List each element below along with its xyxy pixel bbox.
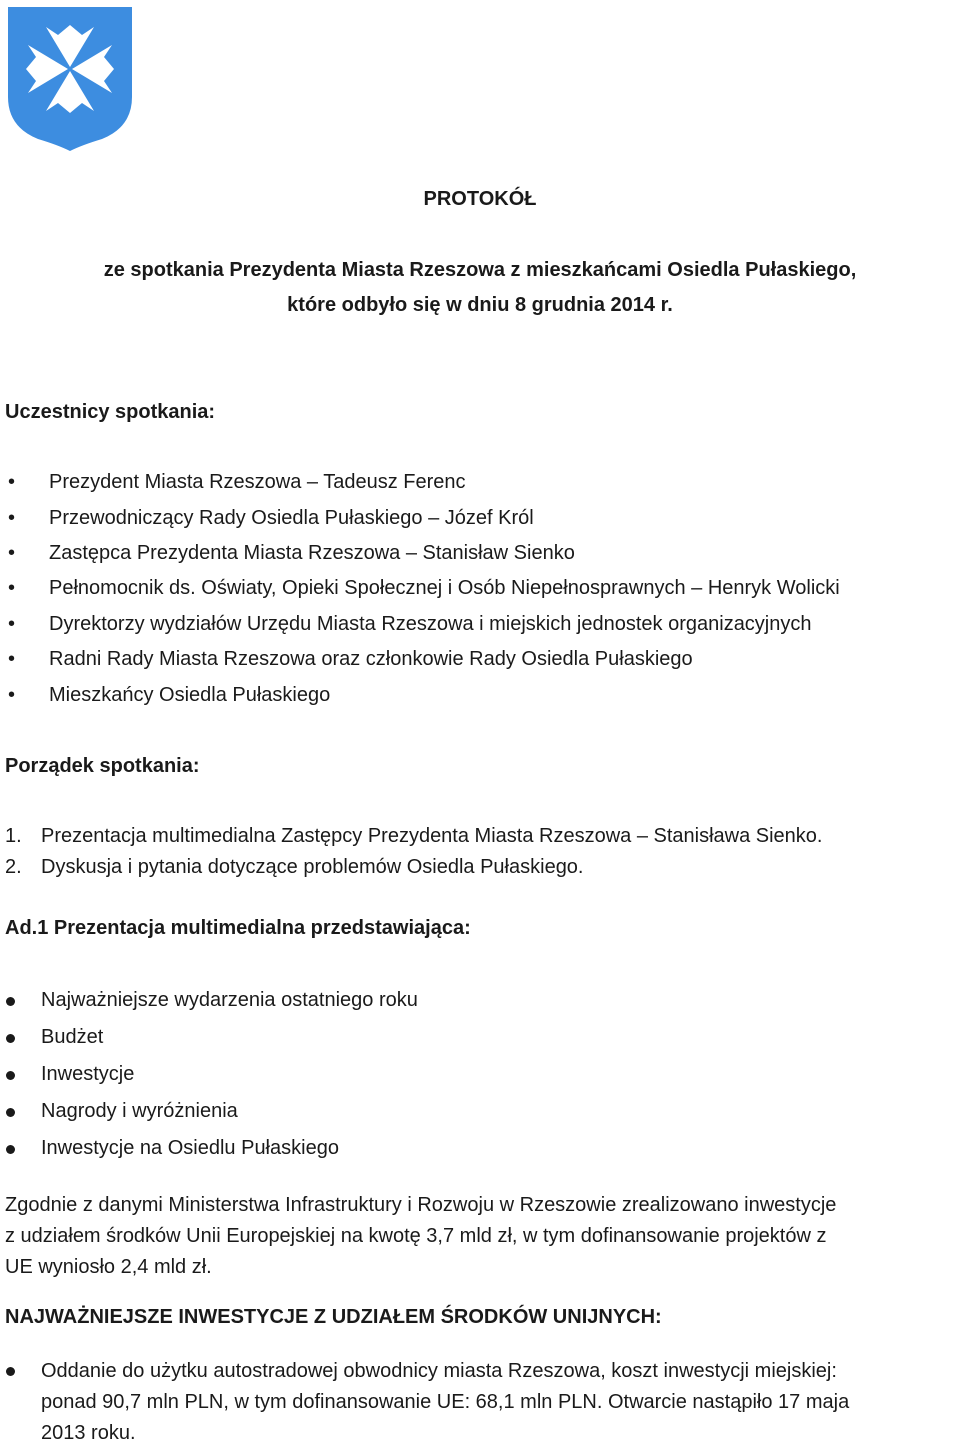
bullet-icon bbox=[6, 1145, 15, 1154]
bullet-icon: • bbox=[8, 577, 16, 599]
bullet-icon bbox=[6, 997, 15, 1006]
ad1-item: Inwestycje bbox=[41, 1063, 135, 1085]
bullet-icon bbox=[6, 1034, 15, 1043]
agenda-item: Prezentacja multimedialna Zastępcy Prezydenta Miasta Rzeszowa – Stanisława Sienko. bbox=[41, 825, 823, 847]
bullet-icon bbox=[6, 1108, 15, 1117]
ad1-item: Nagrody i wyróżnienia bbox=[41, 1100, 238, 1122]
paragraph-line: UE wyniosło 2,4 mld zł. bbox=[5, 1256, 212, 1278]
participant-item: Radni Rady Miasta Rzeszowa oraz członkowie Rady Osiedla Pułaskiego bbox=[49, 648, 693, 670]
agenda-item: Dyskusja i pytania dotyczące problemów Osiedla Pułaskiego. bbox=[41, 856, 584, 878]
ad1-item: Inwestycje na Osiedlu Pułaskiego bbox=[41, 1137, 339, 1159]
investment-paragraph bbox=[5, 1190, 958, 1283]
paragraph-line: z udziałem środków Unii Europejskiej na kwotę 3,7 mld zł, w tym dofinansowanie projektów z bbox=[5, 1225, 827, 1247]
participant-item: Mieszkańcy Osiedla Pułaskiego bbox=[49, 684, 331, 706]
bullet-icon: • bbox=[8, 507, 16, 529]
bullet-icon: • bbox=[8, 613, 16, 635]
ad1-heading: Ad.1 Prezentacja multimedialna przedstawiająca: bbox=[5, 917, 471, 939]
bullet-icon: • bbox=[8, 648, 16, 670]
participant-item: Zastępca Prezydenta Miasta Rzeszowa – Stanisław Sienko bbox=[49, 542, 575, 564]
participant-item: Prezydent Miasta Rzeszowa – Tadeusz Ferenc bbox=[49, 471, 466, 493]
document-subtitle-line2: które odbyło się w dniu 8 grudnia 2014 r. bbox=[287, 294, 673, 316]
agenda-number: 2. bbox=[5, 856, 22, 878]
participant-item: Pełnomocnik ds. Oświaty, Opieki Społecznej i Osób Niepełnosprawnych – Henryk Wolicki bbox=[49, 577, 840, 599]
agenda-number: 1. bbox=[5, 825, 22, 847]
eu-item-line: ponad 90,7 mln PLN, w tym dofinansowanie UE: 68,1 mln PLN. Otwarcie nastąpiło 17 maja bbox=[41, 1391, 850, 1413]
bullet-icon bbox=[6, 1071, 15, 1080]
document-subtitle-line1: ze spotkania Prezydenta Miasta Rzeszowa z mieszkańcami Osiedla Pułaskiego, bbox=[103, 259, 857, 281]
eu-investment-item bbox=[41, 1356, 849, 1449]
bullet-icon: • bbox=[8, 542, 16, 564]
eu-item-line: Oddanie do użytku autostradowej obwodnicy miasta Rzeszowa, koszt inwestycji miejskiej: bbox=[41, 1360, 837, 1382]
ad1-item: Najważniejsze wydarzenia ostatniego roku bbox=[41, 989, 418, 1011]
eu-item-line: 2013 roku. bbox=[41, 1422, 136, 1444]
participants-heading: Uczestnicy spotkania: bbox=[5, 401, 216, 423]
participant-item: Przewodniczący Rady Osiedla Pułaskiego – Józef Król bbox=[49, 507, 534, 529]
ad1-item: Budżet bbox=[41, 1026, 104, 1048]
document-title: PROTOKÓŁ bbox=[423, 188, 537, 210]
bullet-icon: • bbox=[8, 684, 16, 706]
paragraph-line: Zgodnie z danymi Ministerstwa Infrastruktury i Rozwoju w Rzeszowie zrealizowano inwestycje bbox=[5, 1194, 837, 1216]
rzeszow-crest-icon bbox=[6, 5, 134, 152]
agenda-heading: Porządek spotkania: bbox=[5, 755, 200, 777]
eu-investments-heading: NAJWAŻNIEJSZE INWESTYCJE Z UDZIAŁEM ŚRODKÓW UNIJNYCH: bbox=[5, 1306, 662, 1328]
bullet-icon: • bbox=[8, 471, 16, 493]
participant-item: Dyrektorzy wydziałów Urzędu Miasta Rzeszowa i miejskich jednostek organizacyjnych bbox=[49, 613, 812, 635]
bullet-icon bbox=[6, 1367, 15, 1376]
